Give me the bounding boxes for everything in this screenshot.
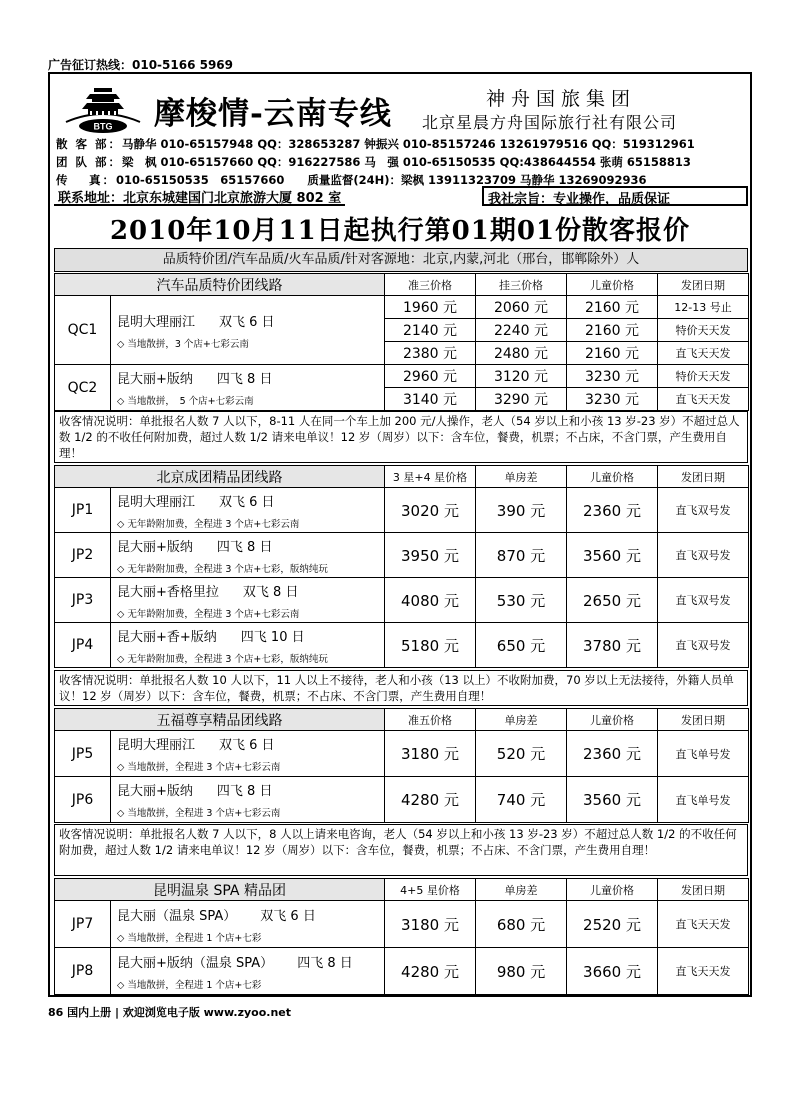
route-transport: 四飞 8 日 <box>297 955 353 971</box>
price: 3230 元 <box>567 365 658 388</box>
route-note: ◇ 当地散拼，全程进 3 个店+七彩云南 <box>117 762 281 773</box>
table-row <box>55 623 749 668</box>
price: 980 元 <box>476 948 567 995</box>
table-header <box>55 879 749 901</box>
route-note: ◇ 无年龄附加费，全程进 3 个店+七彩，版纳纯玩 <box>117 653 328 665</box>
route-code: JP2 <box>55 533 111 578</box>
route-transport: 四飞 10 日 <box>240 629 305 645</box>
price-sheet <box>48 72 752 997</box>
price: 4080 元 <box>385 578 476 623</box>
col-header: 儿童价格 <box>567 466 658 488</box>
col-header: 单房差 <box>476 466 567 488</box>
route-transport: 双飞 6 日 <box>219 494 275 510</box>
table-row <box>55 901 749 948</box>
route-note: ◇ 无年龄附加费，全程进 3 个店+七彩云南 <box>117 608 300 620</box>
depart-date: 直飞双号发 <box>658 488 749 533</box>
btg-logo <box>60 82 146 136</box>
route-name: 昆大丽+版纳 <box>117 372 193 387</box>
price: 2060 元 <box>476 296 567 319</box>
notice-sec2: 收客情况说明：单批报名人数 10 人以下，11 人以上不接待，老人和小孩（13 以上）不收附加费，70 岁以上无法接待，外籍人员单议！12 岁（周岁）以下：含车位，餐费，机票；不占床、不含门票，产生费用自理！ <box>54 670 748 706</box>
col-header: 儿童价格 <box>567 274 658 296</box>
table-row <box>55 731 749 777</box>
route-cell <box>111 731 385 777</box>
section-title: 北京成团精品团线路 <box>55 466 385 488</box>
table-row <box>55 488 749 533</box>
price: 390 元 <box>476 488 567 533</box>
table-row <box>55 777 749 823</box>
route-cell <box>111 488 385 533</box>
price: 530 元 <box>476 578 567 623</box>
route-code: JP1 <box>55 488 111 533</box>
depart-date: 直飞天天发 <box>658 948 749 995</box>
route-note: ◇ 无年龄附加费，全程进 3 个店+七彩，版纳纯玩 <box>117 563 328 575</box>
section-title: 汽车品质特价团线路 <box>55 274 385 296</box>
route-name: 昆大丽+版纳 <box>117 539 193 555</box>
depart-date: 直飞天天发 <box>658 901 749 948</box>
table-row <box>55 578 749 623</box>
temple-logo-icon <box>60 82 146 136</box>
price: 2160 元 <box>567 296 658 319</box>
price: 3180 元 <box>385 731 476 777</box>
brand-title: 摩梭情-云南专线 <box>154 96 392 132</box>
route-code: JP4 <box>55 623 111 668</box>
route-code: JP3 <box>55 578 111 623</box>
route-name: 昆大丽+香格里拉 <box>117 584 219 600</box>
notice-sec3: 收客情况说明：单批报名人数 7 人以下，8 人以上请来电咨询，老人（54 岁以上和小孩 13 岁-23 岁）不超过总人数 1/2 的不收任何附加费，超过人数 1/2 请来电单议！12 岁（周岁）以下：含车位，餐费，机票；不占床、不含门票，产生费用自理！ <box>54 824 748 876</box>
table-row <box>55 533 749 578</box>
header <box>50 74 750 209</box>
route-cell <box>111 948 385 995</box>
col-header: 单房差 <box>476 709 567 731</box>
price: 2480 元 <box>476 342 567 365</box>
route-name: 昆大丽+香+版纳 <box>117 629 217 645</box>
depart-date: 直飞单号发 <box>658 777 749 823</box>
depart-date: 直飞单号发 <box>658 731 749 777</box>
contact-group: 团 队 部：梁 枫 010-65157660 QQ：916227586 马 强 010-65150535 QQ:438644554 张萌 65158813 <box>56 155 691 169</box>
depart-date: 特价天天发 <box>658 365 749 388</box>
table-row <box>55 365 749 388</box>
route-name: 昆大丽+版纳 <box>117 784 193 799</box>
section-spa <box>54 878 749 995</box>
depart-date: 直飞双号发 <box>658 533 749 578</box>
route-transport: 双飞 6 日 <box>260 908 316 924</box>
route-transport: 双飞 8 日 <box>242 584 299 600</box>
route-code: JP5 <box>55 731 111 777</box>
price: 2520 元 <box>567 901 658 948</box>
route-cell <box>111 901 385 948</box>
price: 5180 元 <box>385 623 476 668</box>
motto: 我社宗旨：专业操作，品质保证 <box>482 186 748 206</box>
route-cell <box>111 777 385 823</box>
brand-group: 神舟国旅集团 <box>486 88 637 110</box>
depart-date: 直飞双号发 <box>658 623 749 668</box>
col-header: 发团日期 <box>658 466 749 488</box>
route-transport: 双飞 6 日 <box>219 314 275 330</box>
table-header <box>55 466 749 488</box>
price: 3180 元 <box>385 901 476 948</box>
depart-date: 直飞天天发 <box>658 388 749 411</box>
col-header: 挂三价格 <box>476 274 567 296</box>
price: 3660 元 <box>567 948 658 995</box>
route-transport: 四飞 8 日 <box>216 372 273 387</box>
logo-text: BTG <box>93 121 113 132</box>
sub-banner: 品质特价团/汽车品质/火车品质/针对客源地：北京,内蒙,河北（邢台，邯郸除外）人 <box>54 248 748 272</box>
route-cell <box>111 578 385 623</box>
table-header <box>55 709 749 731</box>
price: 2160 元 <box>567 342 658 365</box>
route-name: 昆明大理丽江 <box>117 314 196 330</box>
col-header: 发团日期 <box>658 709 749 731</box>
route-cell <box>111 623 385 668</box>
price: 3950 元 <box>385 533 476 578</box>
route-code: QC1 <box>55 296 111 365</box>
section-wufu-premium <box>54 708 749 823</box>
price: 3020 元 <box>385 488 476 533</box>
section-bus-special <box>54 273 749 411</box>
route-cell <box>111 365 385 411</box>
col-header: 儿童价格 <box>567 709 658 731</box>
price: 870 元 <box>476 533 567 578</box>
section-beijing-premium <box>54 465 749 668</box>
route-name: 昆明大理丽江 <box>117 738 196 753</box>
col-header: 发团日期 <box>658 879 749 901</box>
route-code: JP7 <box>55 901 111 948</box>
ad-hotline: 广告征订热线：010-5166 5969 <box>48 58 234 72</box>
table-header <box>55 274 749 296</box>
route-transport: 双飞 6 日 <box>219 738 275 753</box>
route-transport: 四飞 8 日 <box>216 784 273 799</box>
depart-date: 12-13 号止 <box>658 296 749 319</box>
brand-company: 北京星晨方舟国际旅行社有限公司 <box>422 113 678 132</box>
contact-fax: 传 真：010-65150535 65157660 质量监督(24H)：梁枫 13911323709 马静华 13269092936 <box>56 173 647 187</box>
route-cell <box>111 296 385 365</box>
price: 3560 元 <box>567 533 658 578</box>
price: 3230 元 <box>567 388 658 411</box>
col-header: 儿童价格 <box>567 879 658 901</box>
route-note: ◇ 当地散拼， 5 个店+七彩云南 <box>117 396 254 407</box>
route-note: ◇ 当地散拼，3 个店+七彩云南 <box>117 338 249 350</box>
depart-date: 直飞天天发 <box>658 342 749 365</box>
route-note: ◇ 当地散拼，全程进 1 个店+七彩 <box>117 979 262 991</box>
price: 1960 元 <box>385 296 476 319</box>
depart-date: 特价天天发 <box>658 319 749 342</box>
price: 2650 元 <box>567 578 658 623</box>
address-row <box>54 186 748 206</box>
price: 3780 元 <box>567 623 658 668</box>
route-name: 昆大丽+版纳（温泉 SPA） <box>117 955 274 971</box>
price: 650 元 <box>476 623 567 668</box>
price: 4280 元 <box>385 948 476 995</box>
price: 2380 元 <box>385 342 476 365</box>
col-header: 发团日期 <box>658 274 749 296</box>
price: 3560 元 <box>567 777 658 823</box>
route-code: JP8 <box>55 948 111 995</box>
col-header: 准三价格 <box>385 274 476 296</box>
depart-date: 直飞双号发 <box>658 578 749 623</box>
route-code: JP6 <box>55 777 111 823</box>
col-header: 4+5 星价格 <box>385 879 476 901</box>
section-title: 昆明温泉 SPA 精品团 <box>55 879 385 901</box>
col-header: 准五价格 <box>385 709 476 731</box>
price: 2160 元 <box>567 319 658 342</box>
price: 2140 元 <box>385 319 476 342</box>
main-title: 2010年10月11日起执行第01期01份散客报价 <box>109 216 691 246</box>
route-note: ◇ 当地散拼，全程进 1 个店+七彩 <box>117 932 262 944</box>
notice-sec1: 收客情况说明：单批报名人数 7 人以下，8-11 人在同一个车上加 200 元/人操作，老人（54 岁以上和小孩 13 岁-23 岁）不超过总人数 1/2 的不收任何附加费，超过人数 1/2 请来电单议！12 岁（周岁）以下：含车位，餐费，机票；不占床，不含门票，产生费用自理！ <box>54 411 748 463</box>
price: 740 元 <box>476 777 567 823</box>
price: 3120 元 <box>476 365 567 388</box>
route-cell <box>111 533 385 578</box>
route-transport: 四飞 8 日 <box>216 539 273 555</box>
table-row <box>55 948 749 995</box>
address: 联系地址：北京东城建国门北京旅游大厦 802 室 <box>54 186 345 206</box>
col-header: 3 星+4 星价格 <box>385 466 476 488</box>
route-note: ◇ 当地散拼，全程进 3 个店+七彩云南 <box>117 808 281 819</box>
price: 2360 元 <box>567 488 658 533</box>
price: 3140 元 <box>385 388 476 411</box>
page-footer: 86 国内上册 | 欢迎浏览电子版 www.zyoo.net <box>48 1006 292 1019</box>
col-header: 单房差 <box>476 879 567 901</box>
route-name: 昆明大理丽江 <box>117 494 196 510</box>
price: 2960 元 <box>385 365 476 388</box>
price: 680 元 <box>476 901 567 948</box>
price: 2360 元 <box>567 731 658 777</box>
table-row <box>55 296 749 319</box>
route-name: 昆大丽（温泉 SPA） <box>117 908 237 924</box>
route-code: QC2 <box>55 365 111 411</box>
price: 3290 元 <box>476 388 567 411</box>
price: 4280 元 <box>385 777 476 823</box>
price: 520 元 <box>476 731 567 777</box>
price: 2240 元 <box>476 319 567 342</box>
section-title: 五福尊享精品团线路 <box>55 709 385 731</box>
route-note: ◇ 无年龄附加费，全程进 3 个店+七彩云南 <box>117 518 300 530</box>
contact-individual: 散 客 部：马静华 010-65157948 QQ：328653287 钟振兴 010-85157246 13261979516 QQ：519312961 <box>56 137 695 151</box>
